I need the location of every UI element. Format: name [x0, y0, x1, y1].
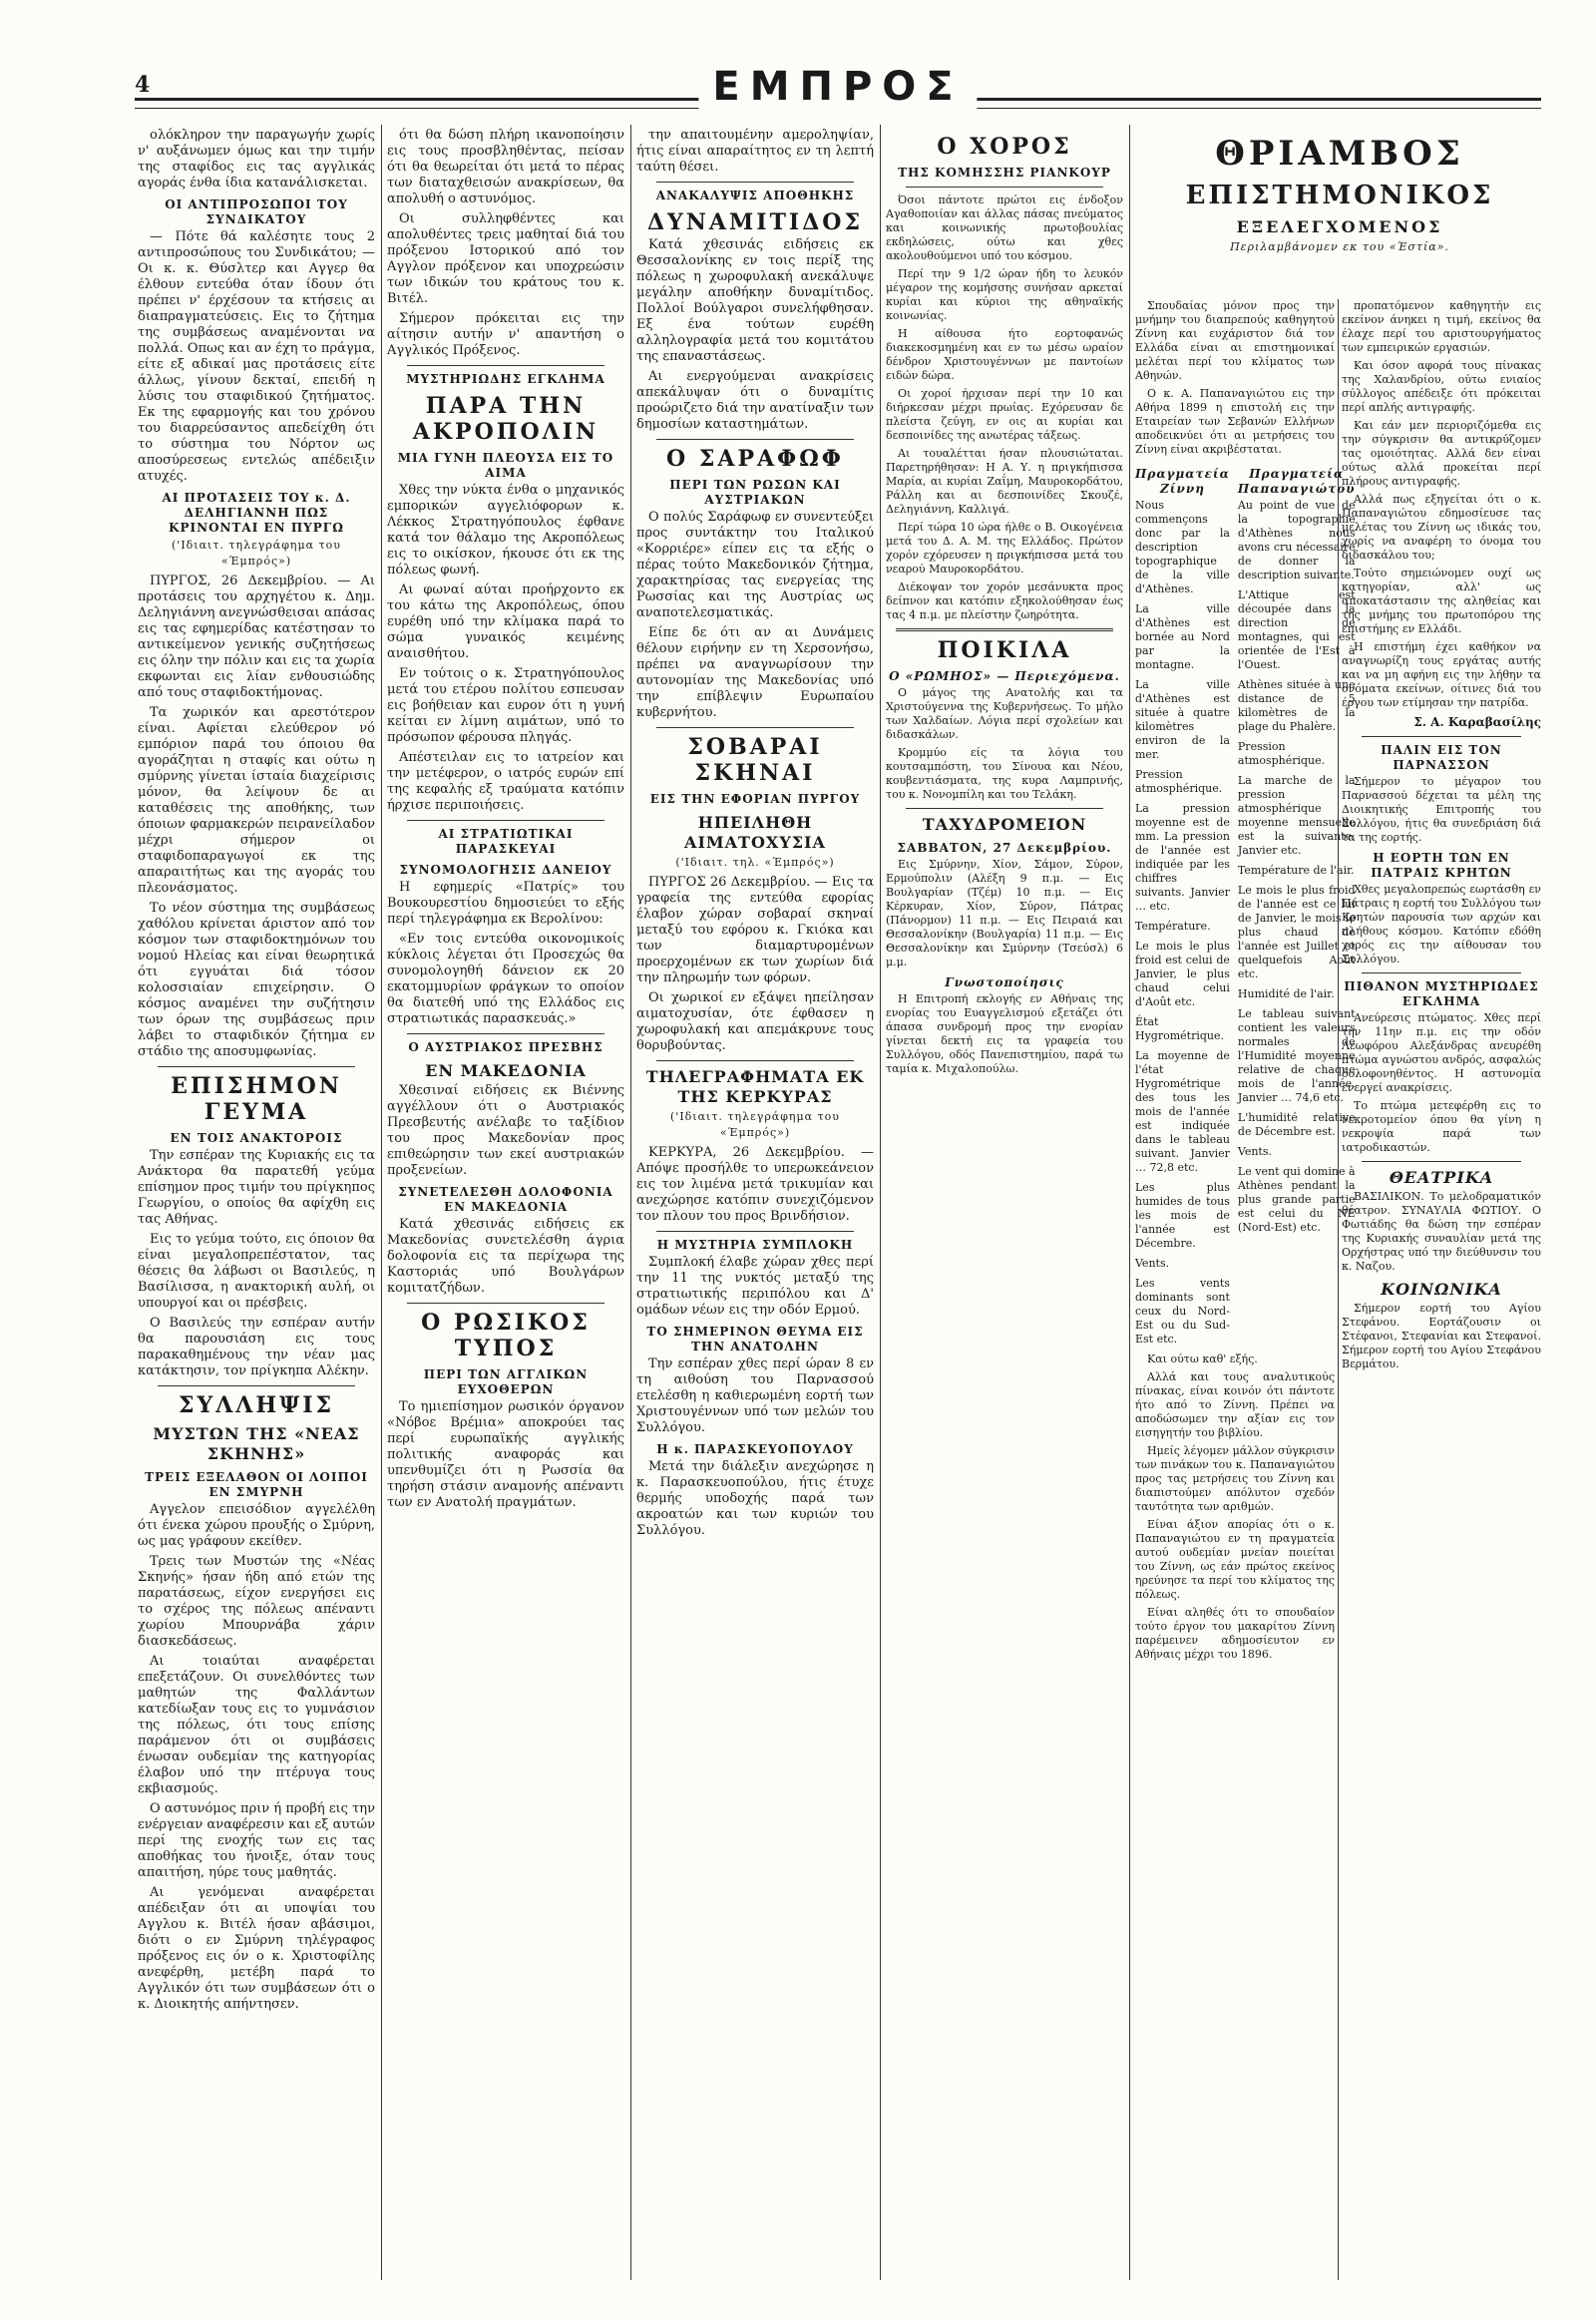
article-paragraph: προπατόμενον καθηγητήν εις εκείνον άνηκει η τιμή, εκείνος θα έλαχε περί του αριστουργήματος των εμπειρικών εργασιών.	[1342, 299, 1541, 354]
article-paragraph: Απέστειλαν εις το ιατρείον και την μετέφερον, ο ιατρός ευρών επί της κεφαλής εξ τραύματα κατόπιν ήρχισε περιποιήσεις.	[387, 750, 624, 813]
masthead	[135, 64, 1541, 114]
comparison-row: Les plus humides de tous les mois de l'année est Décembre.	[1135, 1181, 1230, 1250]
section-rule	[656, 1231, 854, 1232]
column-1	[138, 128, 375, 2280]
article-paragraph: Οι χοροί ήρχισαν περί την 10 και διήρκεσαν μέχρι πρωίας. Εχόρευσαν δε πλείστα ζεύγη, εν οις αι κυρίαι και δεσποινίδες της ανωτέρας τάξεως.	[886, 387, 1123, 442]
article-source: Περιλαμβάνομεν εκ του «Έστία».	[1230, 240, 1449, 253]
article-headline: ΠΙΘΑΝΟΝ ΜΥΣΤΗΡΙΩΔΕΣ ΕΓΚΛΗΜΑ	[1344, 979, 1539, 1008]
comparison-row: Humidité de l'air.	[1237, 987, 1335, 1000]
column-6	[1342, 299, 1541, 2280]
section-rule	[656, 727, 854, 728]
article-paragraph: Μετά την διάλεξιν ανεχώρησε η κ. Παρασκευοπούλου, ήτις έτυχε θερμής υποδοχής παρά των ακροατών και των κυριών του Συλλόγου.	[636, 1459, 874, 1538]
article-paragraph: Τα χωρικόν και αρεστότερον είναι. Αφίεται ελεύθερον νό εμπόριον παρά του όποιου θα αγοράζηται η σταφίς και ούτω η σμύρνης γίνεται ίσταία διαχείρισις μόνον, θα λείψουν δε αι καταθέσεις της αποθήκης, των όποιων φαρμακερών πειρανείλαδον μέχρι σήμερον οι σταφιδοπαραγωγοί εκ της απαραιτήτως και της αγοράς του πλεονάσματος.	[138, 705, 375, 896]
article-subheadline: ΗΠΕΙΛΗΘΗ ΑΙΜΑΤΟΧΥΣΙΑ	[684, 813, 826, 852]
article-headline: ΕΠΙΣΗΜΟΝ ΓΕΥΜΑ	[171, 1073, 342, 1125]
article-headline: ΤΟ ΣΗΜΕΡΙΝΟΝ ΘΕΥΜΑ ΕΙΣ ΤΗΝ ΑΝΑΤΟΛΗΝ	[646, 1325, 864, 1353]
article-headline: ΑΝΑΚΑΛΥΨΙΣ ΑΠΟΘΗΚΗΣ	[655, 189, 855, 202]
article-paragraph: Αι φωναί αύται προήρχοντο εκ του κάτω της Ακροπόλεως, όπου ευρέθη υπό την κλίμακα παρά το σώμα γυναικός κειμένης αναισθήτου.	[387, 582, 624, 661]
article-paragraph: Ο μάγος της Ανατολής και τα Χριστούγεννα της Κυβερνήσεως. Το μήλο των Χαλδαίων. Λόγια περί σχολείων και διδασκάλων.	[886, 686, 1123, 741]
article-paragraph: Τούτο σημειώνομεν ουχί ως κατηγορίαν, αλλ' ως αποκατάστασιν της αληθείας και της μνήμης του πρωτοπόρου της επιστήμης εν Ελλάδι.	[1342, 567, 1541, 635]
article-paragraph: Τρεις των Μυστών της «Νέας Σκηνής» ήσαν ήδη από ετών της παρατάσεως, είχον ενεργήσει εις το σχέρος της πόλεως απέναντι χωρίου Μπουρνάβα χάριν διασκεδάσεως.	[138, 1554, 375, 1649]
article-paragraph: Χθες μεγαλοπρεπώς εωρτάσθη εν Πάτραις η εορτή του Συλλόγου των Κρητών παρουσία των αρχών και πλήθους κόσμου. Κατόπιν εδόθη χορός εις την αίθουσαν του Συλλόγου.	[1342, 883, 1541, 966]
article-source: ('Ιδιαιτ. τηλεγράφημα του «Έμπρός»)	[172, 539, 341, 568]
article-paragraph: Χθες την νύκτα ένθα ο μηχανικός εμπορικών αγγελιόφορων κ. Λέκκος Στρατηγόπουλος έφθανε κατά τον θάλαμο της Ακροπόλεως εις το οικίσκον, ήκουσε ότι εκ της πόλεως φωνή.	[387, 483, 624, 578]
article-subheadline: ΠΕΡΙ ΤΩΝ ΑΓΓΛΙΚΩΝ ΕΥΧΟΘΕΡΩΝ	[423, 1367, 589, 1396]
article-headline: ΜΥΣΤΗΡΙΩΔΗΣ ΕΓΚΛΗΜΑ	[406, 372, 605, 386]
comparison-heading: Πραγματεία Παπαναγιώτου	[1237, 467, 1356, 496]
article-source: ('Ιδιαιτ. τηλεγράφημα του «Έμπρός»)	[670, 1110, 840, 1139]
section-rule	[407, 820, 604, 821]
article-paragraph: ΚΕΡΚΥΡΑ, 26 Δεκεμβρίου. — Απόψε προσήλθε το υπερωκεάνειον εις τον λιμένα μετά τρικυμίαν και ανεχώρησε κατόπιν συνεχιζόμενον τον πλουν του προς Βρινδήσιον.	[636, 1145, 874, 1224]
article-headline: ΤΑΧΥΔΡΟΜΕΙΟΝ	[922, 815, 1087, 834]
article-headline: Η ΜΥΣΤΗΡΙΑ ΣΥΜΠΛΟΚΗ	[656, 1238, 854, 1252]
section-rule	[906, 808, 1103, 809]
article-paragraph: Την εσπέραν της Κυριακής εις τα Ανάκτορα θα παρατεθή γεύμα επίσημον προς τιμήν του πρίγκηπος Γεωργίου, ο οποίος θα αφίχθη εις τας Αθήνας.	[138, 1148, 375, 1227]
article-paragraph: την απαιτουμένην αμεροληψίαν, ήτις είναι απαραίτητος εν τη λεπτή ταύτη θέσει.	[636, 128, 874, 175]
article-paragraph: Αγγελον επεισόδιον αγγελέλθη ότι ένεκα χώρου προυξής ο Σμύρνη, ως μας γράφουν εκείθεν.	[138, 1502, 375, 1549]
article-subheadline: ΠΕΡΙ ΤΩΝ ΡΩΣΩΝ ΚΑΙ ΑΥΣΤΡΙΑΚΩΝ	[669, 478, 841, 507]
page-number: 4	[135, 72, 156, 98]
article-paragraph: ότι θα δώση πλήρη ικανοποίησιν εις τους προσβληθέντας, πείσαν ότι θα θεωρείται ότι μετά το πέρας των διαταχθεισών ανακρίσεων, θα απολυθή ο αστυνόμος.	[387, 128, 624, 206]
article-headline: Ο ΡΩΣΙΚΟΣ ΤΥΠΟΣ	[421, 1310, 591, 1361]
section-rule	[407, 1033, 604, 1034]
article-paragraph: Η εφημερίς «Πατρίς» του Βουκουρεστίου δημοσιεύει το εξής περί τηλεγράφημα εκ Βερολίνου:	[387, 880, 624, 927]
article-paragraph: Αι ενεργούμεναι ανακρίσεις απεκάλυψαν ότι ο δυναμίτις προώριζετο διά την ανατίναξιν των δημοσίων καταστημάτων.	[636, 369, 874, 432]
article-headline: Η ΕΟΡΤΗ ΤΩΝ ΕΝ ΠΑΤΡΑΙΣ ΚΡΗΤΩΝ	[1371, 851, 1512, 880]
article-headline: ΣΥΛΛΗΨΙΣ	[178, 1392, 335, 1418]
article-headline: Ο ΧΟΡΟΣ	[937, 134, 1072, 160]
article-paragraph: Διέκοψαν τον χορόν μεσάνυκτα προς δείπνον και κατόπιν εξηκολούθησαν έως τας 4 π.μ. με πλείστην ζωηρότητα.	[886, 580, 1123, 621]
comparison-row: Le tableau suivant contient les valeurs normales de l'Humidité moyenne relative de chaque mois de l'année. Janvier … 74,6 etc.	[1237, 1007, 1356, 1104]
column-divider	[1338, 299, 1339, 2280]
section-rule	[656, 439, 854, 440]
article-paragraph: Την εσπέραν χθες περί ώραν 8 εν τη αιθούση του Παρνασσού ετελέσθη η καθιερωμένη εορτή των Χριστουγέννων υπό των μελών του Συλλόγου.	[636, 1356, 874, 1435]
article-paragraph: ΠΥΡΓΟΣ, 26 Δεκεμβρίου. — Αι προτάσεις του αρχηγέτου κ. Δημ. Δεληγιάννη ανεγνώσθεισαι απάσας εις τας εφημερίδας κατέστησαν το αντικείμενον γενικής συζητήσεως εις όλην την πόλιν και εις τα χωρία εκφωνται εις λίαν ενθουσιώδης από τους σταφιδοκτήμονας.	[138, 574, 375, 700]
article-paragraph: Οι συλληφθέντες και απολυθέντες τρεις μαθηταί διά του πρόξενου Ιστορικού από τον Αγγλον πρόξενον και υποχρεώσιν των ιδικών του κράτους του κ. Βιτέλ.	[387, 211, 624, 306]
article-paragraph: Συμπλοκή έλαβε χώραν χθες περί την 11 της νυκτός μεταξύ της στρατιωτικής περιπόλου και Δ' ομάδων νέων εις την οδόν Ερμού.	[636, 1255, 874, 1318]
article-headline: ΘΡΙΑΜΒΟΣ	[1215, 134, 1464, 174]
article-paragraph: Σήμερον το μέγαρον του Παρνασσού δέχεται τα μέλη της Διοικητικής Επιτροπής του Συλλόγου, ήτις θα συνεδριάση διά τα της εορτής.	[1342, 775, 1541, 844]
article-paragraph: Αι τοιαύται αναφέρεται επεξετάζουν. Οι συνελθόντες των μαθητών της Φαλλάντων κατεδίωξαν τους εις το γυμνάσιον της πόλεως, ότι τους επίσης παράμενον ότι οι συμβάσεις ένωσαν ουδεμίαν της κατηγορίας έλαβον υπό την πτέρυγα τους εκβιασμούς.	[138, 1654, 375, 1796]
comparison-row: Les vents dominants sont ceux du Nord-Est ou du Sud-Est etc.	[1135, 1277, 1230, 1346]
comparison-row: Athènes située à une distance de 5 kilomètres de la plage du Phalère.	[1237, 678, 1356, 733]
article-paragraph: Το πτώμα μετεφέρθη εις το νεκροτομείον όπου θα γίνη η νεκροψία παρά των ιατροδικαστών.	[1342, 1099, 1541, 1154]
article-headline: ΚΟΙΝΩΝΙΚΑ	[1381, 1280, 1502, 1299]
article-paragraph: Το ημιεπίσημον ρωσικόν όργανον «Νόβοε Βρέμια» αποκρούει τας περί ευρωπαϊκής αγγλικής πολιτικής αναφοράς και υπενθυμίζει ότι η Ρωσσία θα τηρήση στάσιν αναμονής απέναντι των εν Ανατολή πραγμάτων.	[387, 1399, 624, 1510]
article-paragraph: Η Επιτροπή εκλογής εν Αθήναις της ενορίας του Ευαγγελισμού εξετάζει ότι άπασα συνδρομή προς την ενορίαν γίνεται δεκτή εις τα γραφεία του Συλλόγου, οδός Πανεπιστημίου, παρά τω ταμία κ. Μιχαλοπούλω.	[886, 992, 1123, 1075]
article-paragraph: Σήμερον εορτή του Αγίου Στεφάνου. Εορτάζουσιν οι Στέφανοι, Στεφανίαι και Στεφανοί. Σήμερον εορτή του Αγίου Στεφάνου Βερμάτου.	[1342, 1302, 1541, 1370]
section-rule	[407, 1303, 604, 1304]
column-4	[886, 128, 1123, 2280]
comparison-row: Au point de vue de la topographie d'Athènes nous avons cru nécessaire de donner la description suivante.	[1237, 499, 1356, 581]
article-subheadline: ΜΙΑ ΓΥΝΗ ΠΛΕΟΥΣΑ ΕΙΣ ΤΟ ΑΙΜΑ	[397, 451, 614, 480]
article-paragraph: Η επιστήμη έχει καθήκον να αναγνωρίζη τους εργάτας αυτής και να μη αφήνη εις την λήθην τα ονόματα εκείνων, οίτινες διά του έργου των ετίμησαν την πατρίδα.	[1342, 640, 1541, 709]
article-subheadline: ΠΑΡΑ ΤΗΝ ΑΚΡΟΠΟΛΙΝ	[412, 393, 599, 445]
comparison-row: Nous commençons donc par la description topographique de la ville d'Athènes.	[1135, 499, 1230, 595]
article-paragraph: Ο κ. Α. Παπαναγιώτου εις την Αθήνα 1899 η επιστολή εις την Εταιρείαν των Σεβανών Ελλήνων αποδεικνύει ότι αι μετρήσεις του Ζίννη είναι ακριβέσταται.	[1135, 387, 1335, 456]
article-subheadline: ΜΥΣΤΩΝ ΤΗΣ «ΝΕΑΣ ΣΚΗΝΗΣ»	[153, 1424, 360, 1463]
article-headline: ΟΙ ΑΝΤΙΠΡΟΣΩΠΟΙ ΤΟΥ ΣΥΝΔΙΚΑΤΟΥ	[165, 197, 348, 226]
column-5	[1135, 299, 1356, 2280]
comparison-row: Température.	[1135, 920, 1211, 933]
comparison-row: Température de l'air.	[1237, 864, 1355, 877]
article-paragraph: Είναι αληθές ότι το σπουδαίον τούτο έργον του μακαρίτου Ζίννη παρέμεινεν αδημοσίευτον εν Αθήναις μέχρι του 1896.	[1135, 1606, 1335, 1661]
section-rule	[1362, 736, 1521, 737]
article-headline: ΘΕΑΤΡΙΚΑ	[1389, 1168, 1494, 1187]
article-headline: Γνωστοποίησις	[945, 975, 1064, 989]
comparison-row: Pression atmosphérique.	[1135, 768, 1223, 795]
article-headline: ΤΗΛΕΓΡΑΦΗΜΑΤΑ ΕΚ ΤΗΣ ΚΕΡΚΥΡΑΣ	[645, 1067, 865, 1106]
comparison-row: Le mois le plus froid de l'année est ce lui de Janvier, le mois le plus chaud de l'année est Juillet et quelquefois Août etc.	[1237, 884, 1356, 980]
newspaper-title: ΕΜΠΡΟΣ	[698, 64, 977, 110]
article-paragraph: Αι γενόμεναι αναφέρεται απέδειξαν ότι αι υποψίαι του Αγγλου κ. Βιτέλ ήσαν αβάσιμοι, διότι ο εν Σμύρνη τηλέγραφος πρόξενος εις όν ο κ. Χριστοφίλης ανεφέρθη, μετέβη παρά το Αγγλικόν ότι των συμβάσεων ότι ο κ. Διοικητής απήντησεν.	[138, 1885, 375, 2012]
article-headline: ΣΟΒΑΡΑΙ ΣΚΗΝΑΙ	[687, 734, 823, 786]
article-paragraph: ΒΑΣΙΛΙΚΟΝ. Το μελοδραματικόν θέατρον. ΣΥΝΑΥΛΙΑ ΦΩΤΙΟΥ. Ο Φωτιάδης θα δώση την εσπέραν της Κυριακής συναυλίαν μετά της Ορχήστρας υπό την διεύθυνσιν του κ. Ναζου.	[1342, 1190, 1541, 1273]
comparison-row: Le mois le plus froid est celui de Janvier, le plus chaud celui d'Août etc.	[1135, 940, 1230, 1008]
article-headline: ΑΙ ΣΤΡΑΤΙΩΤΙΚΑΙ ΠΑΡΑΣΚΕΥΑΙ	[438, 827, 574, 856]
section-rule	[656, 1060, 854, 1061]
comparison-row: L'Attique est découpée dans la direction de montagnes, qui est orientée de l'Est à l'Ouest.	[1237, 588, 1356, 671]
article-paragraph: Εις το γεύμα τούτο, εις όποιον θα είναι μεγαλοπρεπέστατον, τας θέσεις θα λάβωσι οι Βασιλεύς, η Βασίλισσα, η ανακτορική αυλή, οι υπουργοί και οι πρέσβεις.	[138, 1232, 375, 1311]
section-rule	[1362, 972, 1521, 973]
comparison-row: Le vent qui domine à Athènes pendant la plus grande partie est celui du NE (Nord-Est) etc.	[1237, 1165, 1356, 1234]
comparison-table	[1135, 461, 1356, 1353]
comparison-row: La ville d'Athènes est bornée au Nord par la montagne.	[1135, 602, 1230, 671]
article-paragraph: Εν τούτοις ο κ. Στρατηγόπουλος μετά του ετέρου πολίτου εσπευσαν εις βοήθειαν και ευρον ότι η γυνή κείται εν λίμνη αιμάτων, υπό το πρόσωπον φέρουσα πληγάς.	[387, 666, 624, 745]
section-rule	[896, 628, 1113, 631]
article-headline: Η κ. ΠΑΡΑΣΚΕΥΟΠΟΥΛΟΥ	[656, 1442, 854, 1456]
article-paragraph: Κατά χθεσινάς ειδήσεις εκ Θεσσαλονίκης εν τοις περίξ της πόλεως η χωροφυλακή ανεκάλυψε μεγάλην αποθήκην δυναμίτιδος. Πολλοί Βούλγαροι συνελήφθησαν. Εξ ένα τούτων ευρέθη αλληλογραφία μετά του κομιτάτου της επαναστάσεως.	[636, 237, 874, 364]
article-subheadline: ΤΡΕΙΣ ΕΞΕΛΑΘΟΝ ΟΙ ΛΟΙΠΟΙ ΕΝ ΣΜΥΡΝΗ	[145, 1470, 368, 1499]
comparison-row: Pression atmosphérique.	[1237, 740, 1326, 767]
article-paragraph: Ημείς λέγομεν μάλλον σύγκρισιν των πινάκων του κ. Παπαναγιώτου προς τας μετρήσεις του Ζίννη και διαπιστούμεν απόλυτον σχεδόν ταυτότητα των αριθμών.	[1135, 1444, 1335, 1513]
comparison-row: État Hygrométrique.	[1135, 1015, 1224, 1042]
column-2	[387, 128, 624, 2280]
section-rule	[158, 1385, 355, 1386]
article-headline: Ο ΑΥΣΤΡΙΑΚΟΣ ΠΡΕΣΒΗΣ	[408, 1040, 603, 1054]
article-paragraph: ΠΥΡΓΟΣ 26 Δεκεμβρίου. — Εις τα γραφεία της εντεύθα εφορίας έλαβον χώραν σοβαραί σκηναί μεταξύ του εφόρου κ. Γκιόκα και των διαμαρτυρομένων προερχομένων εκ των χωρίων διά την πληρωμήν των φόρων.	[636, 875, 874, 985]
article-subheadline: ΣΥΝΟΜΟΛΟΓΗΣΙΣ ΔΑΝΕΙΟΥ	[399, 863, 612, 877]
section-rule	[906, 187, 1103, 188]
article-paragraph: ολόκληρον την παραγωγήν χωρίς ν' αυξάνωμεν όμως και την τιμήν της σταφίδος εις τας αγγλικάς αγοράς ένθα ίδια κατανάλισκεται.	[138, 128, 375, 191]
comparison-heading: Πραγματεία Ζίννη	[1135, 467, 1230, 496]
article-subheadline: ΕΙΣ ΤΗΝ ΕΦΟΡΙΑΝ ΠΥΡΓΟΥ	[649, 792, 861, 806]
article-paragraph: Εις Σμύρνην, Χίον, Σάμον, Σύρον, Ερμούπολιν (Αλέξη 9 π.μ. — Εις Βουλγαρίαν (Τζέμ) 10 π.μ. — Εις Κέρκυραν, Χίον, Σύρον, Πάτρας (Πάνορμον) 11 π.μ. — Εις Πειραιά και Θεσσαλονίκην (Βουλγαρία) 11 π.μ. — Εις Θεσσαλονίκην και Σμύρνην (Τσεύσλ) 6 μ.μ.	[886, 858, 1123, 968]
article-subheadline: ΤΗΣ ΚΟΜΗΣΣΗΣ ΡΙΑΝΚΟΥΡ	[898, 166, 1111, 180]
comparison-row: La pression moyenne est de mm. La pression de l'année est indiquée par les chiffres suivants. Janvier … etc.	[1135, 802, 1230, 913]
article-paragraph: Αι τουαλέτται ήσαν πλουσιώταται. Παρετηρήθησαν: Η Α. Υ. η πριγκήπισσα Μαρία, αι κυρίαι Ζαΐμη, Μαυροκορδάτου, Ράλλη και αι δεσποινίδες Σκουζέ, Δεληγιάννη, Καλλιγά.	[886, 447, 1123, 516]
article-headline: ΠΑΛΙΝ ΕΙΣ ΤΟΝ ΠΑΡΝΑΣΣΟΝ	[1381, 743, 1502, 772]
article-paragraph: Αλλά και τους αναλυτικούς πίνακας, είναι κοινόν ότι πάντοτε ήτο από το Ζίννη. Πρέπει να αποδώσωμεν την αξίαν εις τον εισηγητήν του βιβλίου.	[1135, 1370, 1335, 1439]
article-paragraph: Ο αστυνόμος πριν ή προβή εις την ενέργειαν αναφέρεσιν και εξ αυτών περί της ενοχής των εις τας αποθήκας του ήνοιξε, όταν τους απαιτήση, ηύρε τους μαθητάς.	[138, 1801, 375, 1880]
column-divider	[1129, 125, 1130, 2280]
article-headline: Ο ΣΑΡΑΦΩΦ	[666, 446, 844, 472]
article-paragraph: Περί την 9 1/2 ώραν ήδη το λευκόν μέγαρον της κομήσσης συνήσαν αρκεταί κυρίαι και κύριοι της αθηναϊκής κοινωνίας.	[886, 267, 1123, 322]
article-paragraph: Κρομμύο είς τα λόγια του κουτσαμπόστη, του Σίνουα και Νέου, κουβεντιάσματα, της κυρα Λαμπρινής, του κ. Νονομπίλη και του Τελάκη.	[886, 746, 1123, 801]
article-paragraph: «Εν τοις εντεύθα οικονομικοίς κύκλοις λέγεται ότι Προσεχώς θα συνομολογηθή δάνειον εκ 20 εκατομμυρίων φράγκων το οποίον θα διατεθή υπό της Ελλάδος εις στρατιωτικάς παρασκευάς.»	[387, 932, 624, 1026]
article-paragraph: Είναι άξιον απορίας ότι ο κ. Παπαναγιώτου εν τη πραγματεία αυτού ουδεμίαν μνείαν ποιείται του Ζίννη, ως εάν πρώτος εκείνος ηρεύνησε τα περί του κλίματος της πόλεως.	[1135, 1518, 1335, 1601]
article-subheadline: ΕΞΕΛΕΓΧΟΜΕΝΟΣ	[1236, 217, 1443, 236]
article-paragraph: Κατά χθεσινάς ειδήσεις εκ Μακεδονίας συνετελέσθη άγρια δολοφονία εις τα περίχωρα της Καστοριάς υπό Βουλγάρων κομιτατζήδων.	[387, 1217, 624, 1296]
article-paragraph: Είπε δε ότι αν αι Δυνάμεις θέλουν ειρήνην εν τη Χερσονήσω, πρέπει να αναγνωρίσουν την αυτονομίαν της Μακεδονίας υπό την επίβλεψιν Ευρωπαίου κυβερνήτου.	[636, 625, 874, 720]
article-headline: ΑΙ ΠΡΟΤΑΣΕΙΣ ΤΟΥ κ. Δ. ΔΕΛΗΓΙΑΝΝΗ ΠΩΣ ΚΡΙΝΟΝΤΑΙ ΕΝ ΠΥΡΓΩ	[162, 491, 351, 535]
article-headline: ΣΥΝΕΤΕΛΕΣΘΗ ΔΟΛΟΦΟΝΙΑ ΕΝ ΜΑΚΕΔΟΝΙΑ	[398, 1185, 613, 1214]
article-paragraph: Χθεσιναί ειδήσεις εκ Βιέννης αγγέλλουν ότι ο Αυστριακός Πρεσβευτής ανέλαβε το ταξίδιον του προς Μακεδονίαν προς επιθεώρησιν των εκεί αυστριακών προξενείων.	[387, 1083, 624, 1178]
comparison-row: La marche de la pression atmosphérique moyenne mensuelle est la suivante. Janvier etc.	[1237, 774, 1356, 857]
article-paragraph: Σήμερον πρόκειται εις την αίτησιν αυτήν ν' απαντήση ο Αγγλικός Πρόξενος.	[387, 311, 624, 358]
article-paragraph: Όσοι πάντοτε πρώτοι εις ένδοξον Αγαθοποιίαν και άλλας πάσας πνεύματος και κοινωνικής πρωτοβουλίας εκδηλώσεις, ούτω και χθες ακολουθούμενοι υπό του κόσμου.	[886, 193, 1123, 262]
article-source: ('Ιδιαιτ. τηλ. «Έμπρός»)	[675, 856, 835, 869]
article-paragraph: Ανεύρεσις πτώματος. Χθες περί την 11ην π.μ. εις την οδόν Λεωφόρου Αλεξάνδρας ανευρέθη πτώμα αγνώστου ανδρός, ασφαλώς δολοφονηθέντος. Η αστυνομία ενεργεί ανακρίσεις.	[1342, 1011, 1541, 1094]
comparison-row: La moyenne de l'état Hygrométrique des tous les mois de l'année est indiquée dans le tableau suivant. Janvier … 72,8 etc.	[1135, 1049, 1230, 1174]
article-signature: Σ. Α. Καραβασίλης	[1413, 715, 1541, 729]
article-paragraph: Ο Βασιλεύς την εσπέραν αυτήν θα παρουσιάση εις τους παρακαθημένους την νέαν μας κατάκτησιν, τον πρίγκηπα Αλέκην.	[138, 1316, 375, 1378]
article-headline: ΠΟΙΚΙΛΑ	[937, 637, 1072, 663]
article-paragraph: Και όσον αφορά τους πίνακας της Χαλανδρίου, ούτω ενιαίος σύλλογος απέδειξε ότι πρόκειται περί απλής αντιγραφής.	[1342, 359, 1541, 414]
comparison-row: Vents.	[1237, 1145, 1272, 1158]
article-paragraph: Το νέον σύστημα της συμβάσεως χαθόλου κρίνεται άριστον από τον κόσμον των σταφιδοκτημόνων του νομού Ηλείας και είναι θεωρητικά ότι εγγυάται διά τόσον κολοσσιαίαν επιχείρησιν. Ο κόσμος αναμένει την συζήτησιν των όρων της συμβάσεως πριν λάβει το σταφιδικόν ζήτημα εν στάδιο της αποσυμφωνίας.	[138, 901, 375, 1059]
section-rule	[158, 1066, 355, 1067]
article-subheadline: ΔΥΝΑΜΙΤΙΔΟΣ	[646, 209, 864, 235]
column-divider	[630, 125, 631, 2280]
article-paragraph: Σπουδαίας μόνον προς την μνήμην του διαπρεπούς καθηγητού Ζίννη και ευχάριστον διά τον Ελλάδα είναι αι επιστημονικαί μελέται περί του κλίματος των Αθηνών.	[1135, 299, 1335, 382]
article-subheadline: ΣΑΒΒΑΤΟΝ, 27 Δεκεμβρίου.	[897, 841, 1112, 855]
column-divider	[880, 125, 881, 2280]
article-paragraph: Και εάν μεν περιοριζόμεθα εις την σύγκρισιν θα αντικρύζομεν τας ομοιότητας. Αλλά δεν είναι ούτως αλλά προκείται περί πλήρους αντιγραφής.	[1342, 419, 1541, 488]
article-paragraph: Ο πολύς Σαράφωφ εν συνεντεύξει προς συντάκτην του Ιταλικού «Κορριέρε» είπεν εις τα εξής ο πέρας τούτο Μακεδονικόν ζήτημα, χαρακτηρίσας τας ενεργείας της Ρωσσίας και της Αυστρίας ως αναποτελεσματικάς.	[636, 510, 874, 620]
article-paragraph: Οι χωρικοί εν εξάψει ηπείλησαν αιματοχυσίαν, ότε έφθασεν η χωροφυλακή και απεμάκρυνε τους θορυβούντας.	[636, 990, 874, 1053]
comparison-left	[1135, 461, 1230, 1353]
article-subheadline: ΕΝ ΜΑΚΕΔΟΝΙΑ	[425, 1061, 587, 1080]
article-paragraph: Η αίθουσα ήτο εορτοφανώς διακεκοσμημένη και εν τω μέσω ωραίον δένδρον Χριστουγέννων με παντοίων ειδών δώρα.	[886, 327, 1123, 382]
section-rule	[407, 365, 604, 366]
article-paragraph: — Πότε θά καλέσητε τους 2 αντιπροσώπους του Συνδικάτου; — Οι κ. κ. Θύσλτερ και Αγγερ θα έλθουν εντεύθα όταν ίδουν ότι πρέπει ν' έρχέσουν τα κτήσεις αι διαπραγματεύσεις. Εις το ζήτημα της συμβάσεως αναμένονται να πολλά. Οπως και αν έχη το πράγμα, είτε εξ αδικαί μας προτάσεις είτε άλλως, γίνουν δεκταί, επειδή η λύσις του σταφιδικού ζητήματος. Εκ της εφαρμογής και του χρόνου του διαρρεύσαντος απεδείχθη ότι το σύστημα του Νόρτον ως αποσύρεσεως εντελώς απέδειξιν ατυχές.	[138, 229, 375, 484]
section-rule	[656, 182, 854, 183]
article-paragraph: Αλλά πως εξηγείται ότι ο κ. Παπαναγιώτου εδημοσίευσε τας μελέτας του Ζίννη ως ιδικάς του, χωρίς να αναφέρη το όνομα του διδασκάλου του;	[1342, 493, 1541, 562]
comparison-row: Vents.	[1135, 1257, 1170, 1270]
section-rule	[1362, 1161, 1521, 1162]
science-banner	[1135, 128, 1544, 297]
article-subheadline: ΕΠΙΣΤΗΜΟΝΙΚΟΣ	[1185, 181, 1494, 210]
article-subheadline: ΕΝ ΤΟΙΣ ΑΝΑΚΤΟΡΟΙΣ	[170, 1131, 343, 1145]
article-subheadline: Ο «ΡΩΜΗΟΣ» — Περιεχόμενα.	[889, 669, 1120, 683]
comparison-row: L'humidité relative de Décembre est.	[1237, 1111, 1356, 1138]
column-3	[636, 128, 874, 2280]
article-paragraph: Και ούτω καθ' εξής.	[1147, 1353, 1258, 1365]
article-paragraph: Περί τώρα 10 ώρα ήλθε ο Β. Οικογένεια μετά του Δ. Α. Μ. της Ελλάδος. Πρώτον χορόν εχόρευσεν η πριγκήπισσα μετά του νεαρού Μαυροκορδάτου.	[886, 521, 1123, 576]
comparison-row: La ville d'Athènes est située à quatre kilomètres environ de la mer.	[1135, 678, 1230, 761]
column-divider	[381, 125, 382, 2280]
